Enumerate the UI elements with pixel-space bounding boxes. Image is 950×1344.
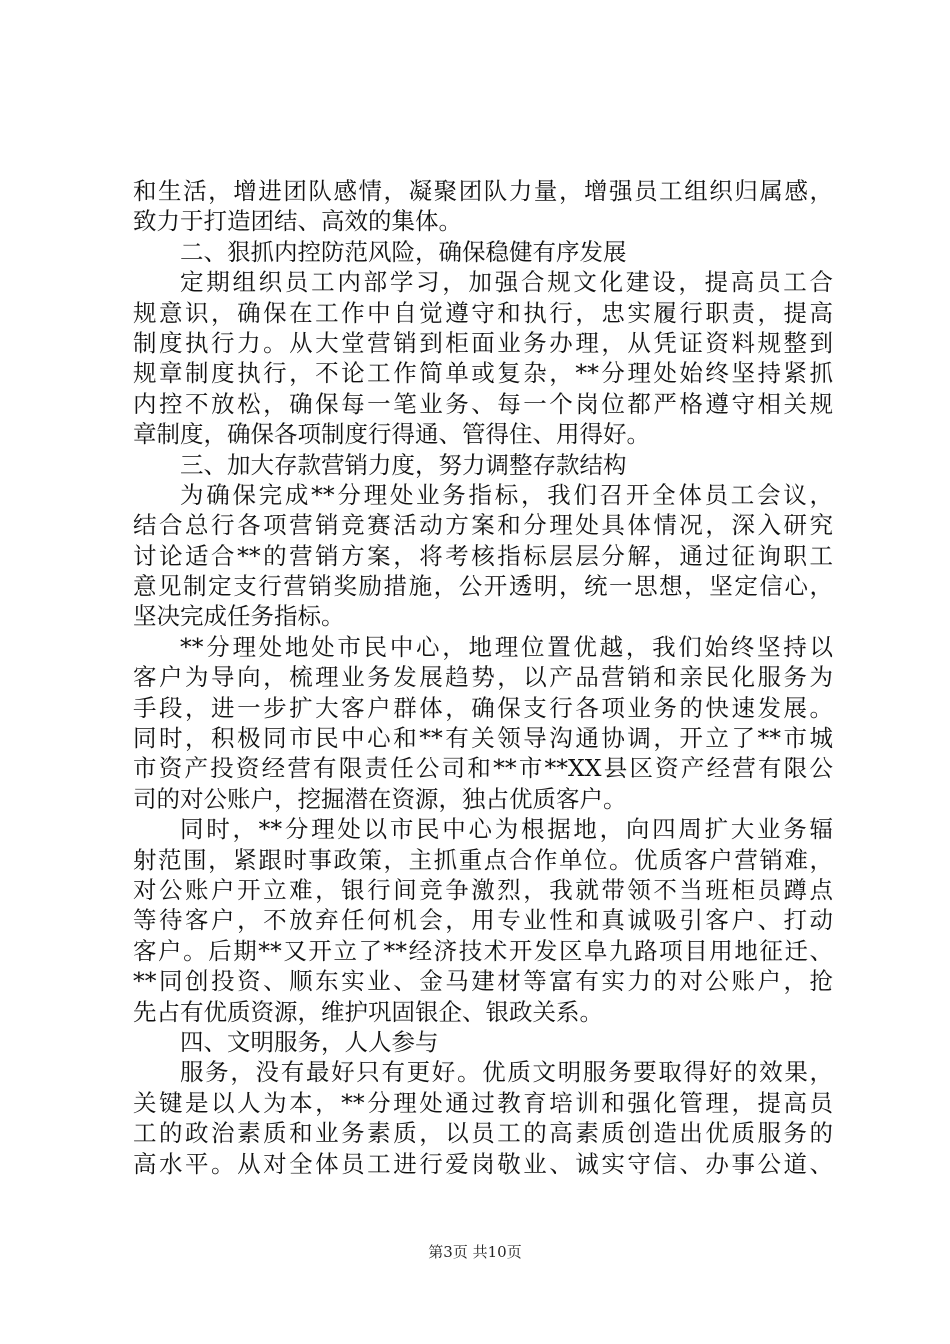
text-line: **分理处地处市民中心，地理位置优越，我们始终坚持以 (180, 632, 833, 661)
text-line: **同创投资、顺东实业、金马建材等富有实力的对公账户，抢 (133, 967, 833, 996)
text-line: 结合总行各项营销竞赛活动方案和分理处具体情况，深入研究 (133, 511, 833, 540)
text-line: 射范围，紧跟时事政策，主抓重点合作单位。优质客户营销难， (133, 845, 833, 874)
text-line: 三、加大存款营销力度，努力调整存款结构 (180, 450, 627, 479)
text-line: 关键是以人为本，**分理处通过教育培训和强化管理，提高员 (133, 1088, 833, 1117)
text-line: 二、狠抓内控防范风险，确保稳健有序发展 (180, 237, 627, 266)
text-line: 对公账户开立难，银行间竞争激烈，我就带领不当班柜员蹲点 (133, 875, 833, 904)
text-line: 定期组织员工内部学习，加强合规文化建设，提高员工合 (180, 268, 833, 297)
text-line: 客户为导向，梳理业务发展趋势，以产品营销和亲民化服务为 (133, 663, 833, 692)
text-line: 四、文明服务，人人参与 (180, 1027, 439, 1056)
text-line: 讨论适合**的营销方案，将考核指标层层分解，通过征询职工 (133, 541, 833, 570)
page-number: 第3页 共10页 (428, 1243, 522, 1261)
text-line: 手段，进一步扩大客户群体，确保支行各项业务的快速发展。 (133, 693, 833, 722)
text-line: 同时，**分理处以市民中心为根据地，向四周扩大业务辐 (180, 815, 833, 844)
text-line: 内控不放松，确保每一笔业务、每一个岗位都严格遵守相关规 (133, 389, 833, 418)
text-line: 坚决完成任务指标。 (133, 602, 345, 631)
text-line: 规意识，确保在工作中自觉遵守和执行，忠实履行职责，提高 (133, 298, 833, 327)
text-line: 工的政治素质和业务素质，以员工的高素质创造出优质服务的 (133, 1119, 833, 1148)
text-line: 高水平。从对全体员工进行爱岗敬业、诚实守信、办事公道、 (133, 1149, 833, 1178)
text-line: 先占有优质资源，维护巩固银企、银政关系。 (133, 997, 603, 1026)
text-line: 意见制定支行营销奖励措施，公开透明，统一思想，坚定信心， (133, 572, 833, 601)
text-line: 同时，积极同市民中心和**有关领导沟通协调，开立了**市城 (133, 724, 833, 753)
text-line: 规章制度执行，不论工作简单或复杂，**分理处始终坚持紧抓 (133, 359, 833, 388)
text-line: 致力于打造团结、高效的集体。 (133, 207, 462, 236)
text-line: 章制度，确保各项制度行得通、管得住、用得好。 (133, 420, 650, 449)
body-text (133, 176, 833, 1179)
text-line: 司的对公账户，挖掘潜在资源，独占优质客户。 (133, 784, 627, 813)
text-line: 等待客户，不放弃任何机会，用专业性和真诚吸引客户、打动 (133, 906, 833, 935)
text-line: 客户。后期**又开立了**经济技术开发区阜九路项目用地征迁、 (133, 936, 833, 965)
text-line: 市资产投资经营有限责任公司和**市**XX县区资产经营有限公 (133, 754, 833, 783)
text-line: 服务，没有最好只有更好。优质文明服务要取得好的效果， (180, 1058, 833, 1087)
text-line: 和生活，增进团队感情，凝聚团队力量，增强员工组织归属感， (133, 177, 833, 205)
text-line: 为确保完成**分理处业务指标，我们召开全体员工会议， (180, 480, 833, 509)
text-line: 制度执行力。从大堂营销到柜面业务办理，从凭证资料规整到 (133, 328, 833, 357)
